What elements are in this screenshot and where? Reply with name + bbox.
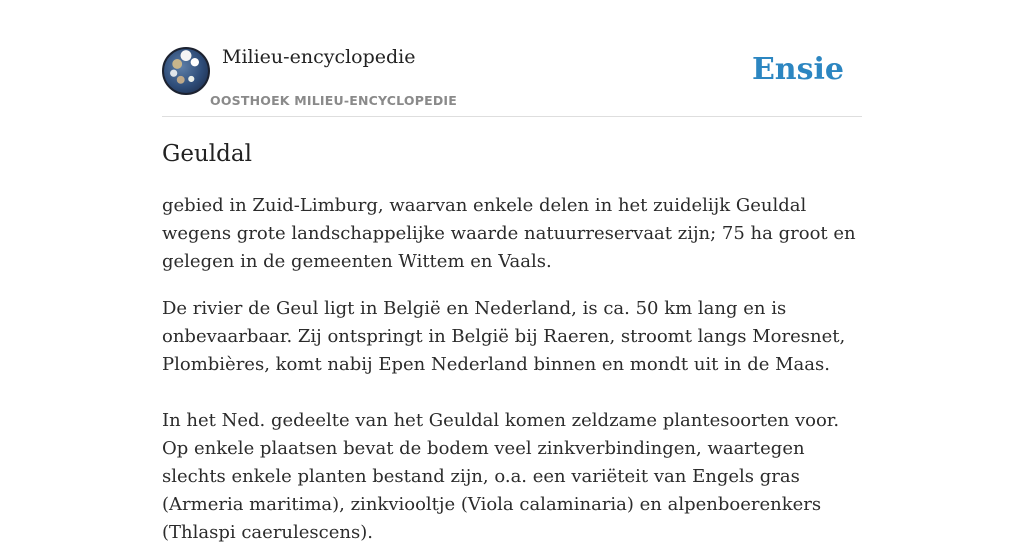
site-header [162,46,862,117]
article [162,138,862,547]
article-title: Geuldal [162,141,252,167]
article-paragraph-1: gebied in Zuid-Limburg, waarvan enkele delen in het zuidelijk Geuldal wegens grote landschappelijke waarde natuurreservaat zijn; 75 ha groot en gelegen in de gemeenten Wittem en Vaals. [162,195,856,272]
article-paragraph-3: In het Ned. gedeelte van het Geuldal komen zeldzame plantesoorten voor. Op enkele plaatsen bevat de bodem veel zinkverbindingen, waartegen slechts enkele planten bestand zijn, o.a. een variëteit van Engels gras (Armeria maritima), zinkviooltje (Viola calaminaria) en alpenboerenkers (Thlaspi caerulescens). [162,410,840,543]
site-title-link[interactable]: Milieu-encyclopedie [222,46,416,68]
article-paragraph-2: De rivier de Geul ligt in België en Nederland, is ca. 50 km lang en is onbevaarbaar. Zij ontspringt in België bij Raeren, stroomt langs Moresnet, Plombières, komt nabij Epen Nederland binnen en mondt uit in de Maas. [162,298,846,375]
ensie-logo-link[interactable]: Ensie [751,52,844,87]
earth-globe-icon[interactable] [162,47,210,95]
site-subtitle: OOSTHOEK MILIEU-ENCYCLOPEDIE [210,93,457,108]
